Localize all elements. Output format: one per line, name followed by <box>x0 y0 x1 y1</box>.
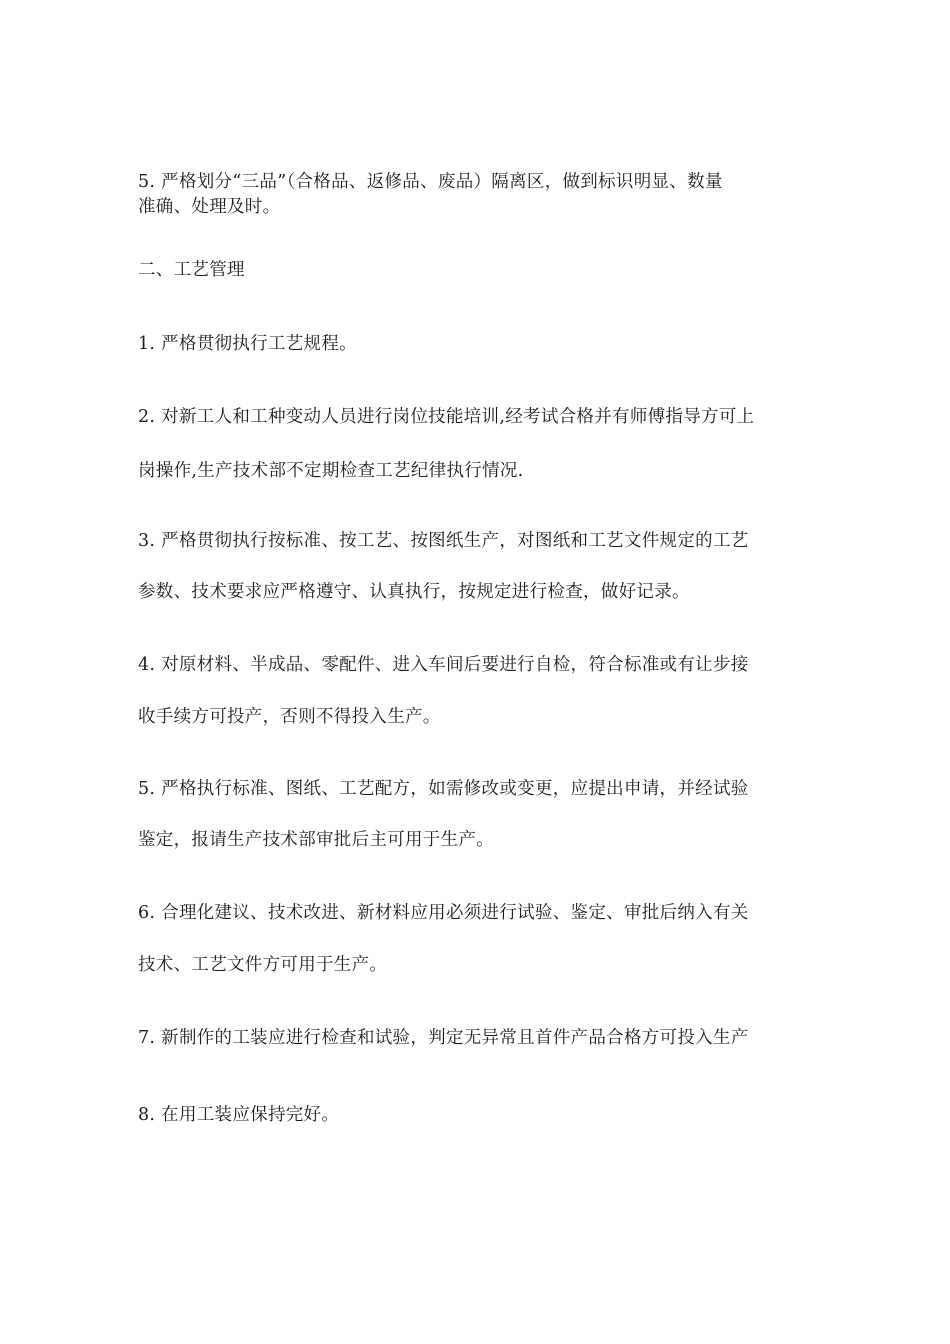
quality-item-5-line-1: 5. 严格划分“三品”（合格品、返修品、废品）隔离区，做到标识明显、数量 <box>138 172 723 192</box>
process-item-6-line-2: 技术、工艺文件方可用于生产。 <box>138 955 388 975</box>
process-item-2-line-1: 2. 对新工人和工种变动人员进行岗位技能培训,经考试合格并有师傅指导方可上 <box>138 407 755 427</box>
process-item-2-line-2: 岗操作,生产技术部不定期检查工艺纪律执行情况. <box>138 461 524 481</box>
process-item-3-line-1: 3. 严格贯彻执行按标准、按工艺、按图纸生产，对图纸和工艺文件规定的工艺 <box>138 531 749 551</box>
process-item-1: 1. 严格贯彻执行工艺规程。 <box>138 334 357 354</box>
process-item-4-line-2: 收手续方可投产，否则不得投入生产。 <box>138 707 441 727</box>
process-item-5-line-1: 5. 严格执行标准、图纸、工艺配方，如需修改或变更，应提出申请，并经试验 <box>138 779 749 799</box>
quality-item-5-line-2: 准确、处理及时。 <box>138 197 281 217</box>
section-heading-process-management: 二、工艺管理 <box>138 260 245 280</box>
process-item-7: 7. 新制作的工装应进行检查和试验，判定无异常且首件产品合格方可投入生产 <box>138 1028 749 1048</box>
process-item-4-line-1: 4. 对原材料、半成品、零配件、进入车间后要进行自检，符合标准或有让步接 <box>138 655 749 675</box>
process-item-3-line-2: 参数、技术要求应严格遵守、认真执行，按规定进行检查，做好记录。 <box>138 582 690 602</box>
process-item-8: 8. 在用工装应保持完好。 <box>138 1105 340 1125</box>
process-item-6-line-1: 6. 合理化建议、技术改进、新材料应用必须进行试验、鉴定、审批后纳入有关 <box>138 903 749 923</box>
process-item-5-line-2: 鉴定，报请生产技术部审批后主可用于生产。 <box>138 830 494 850</box>
